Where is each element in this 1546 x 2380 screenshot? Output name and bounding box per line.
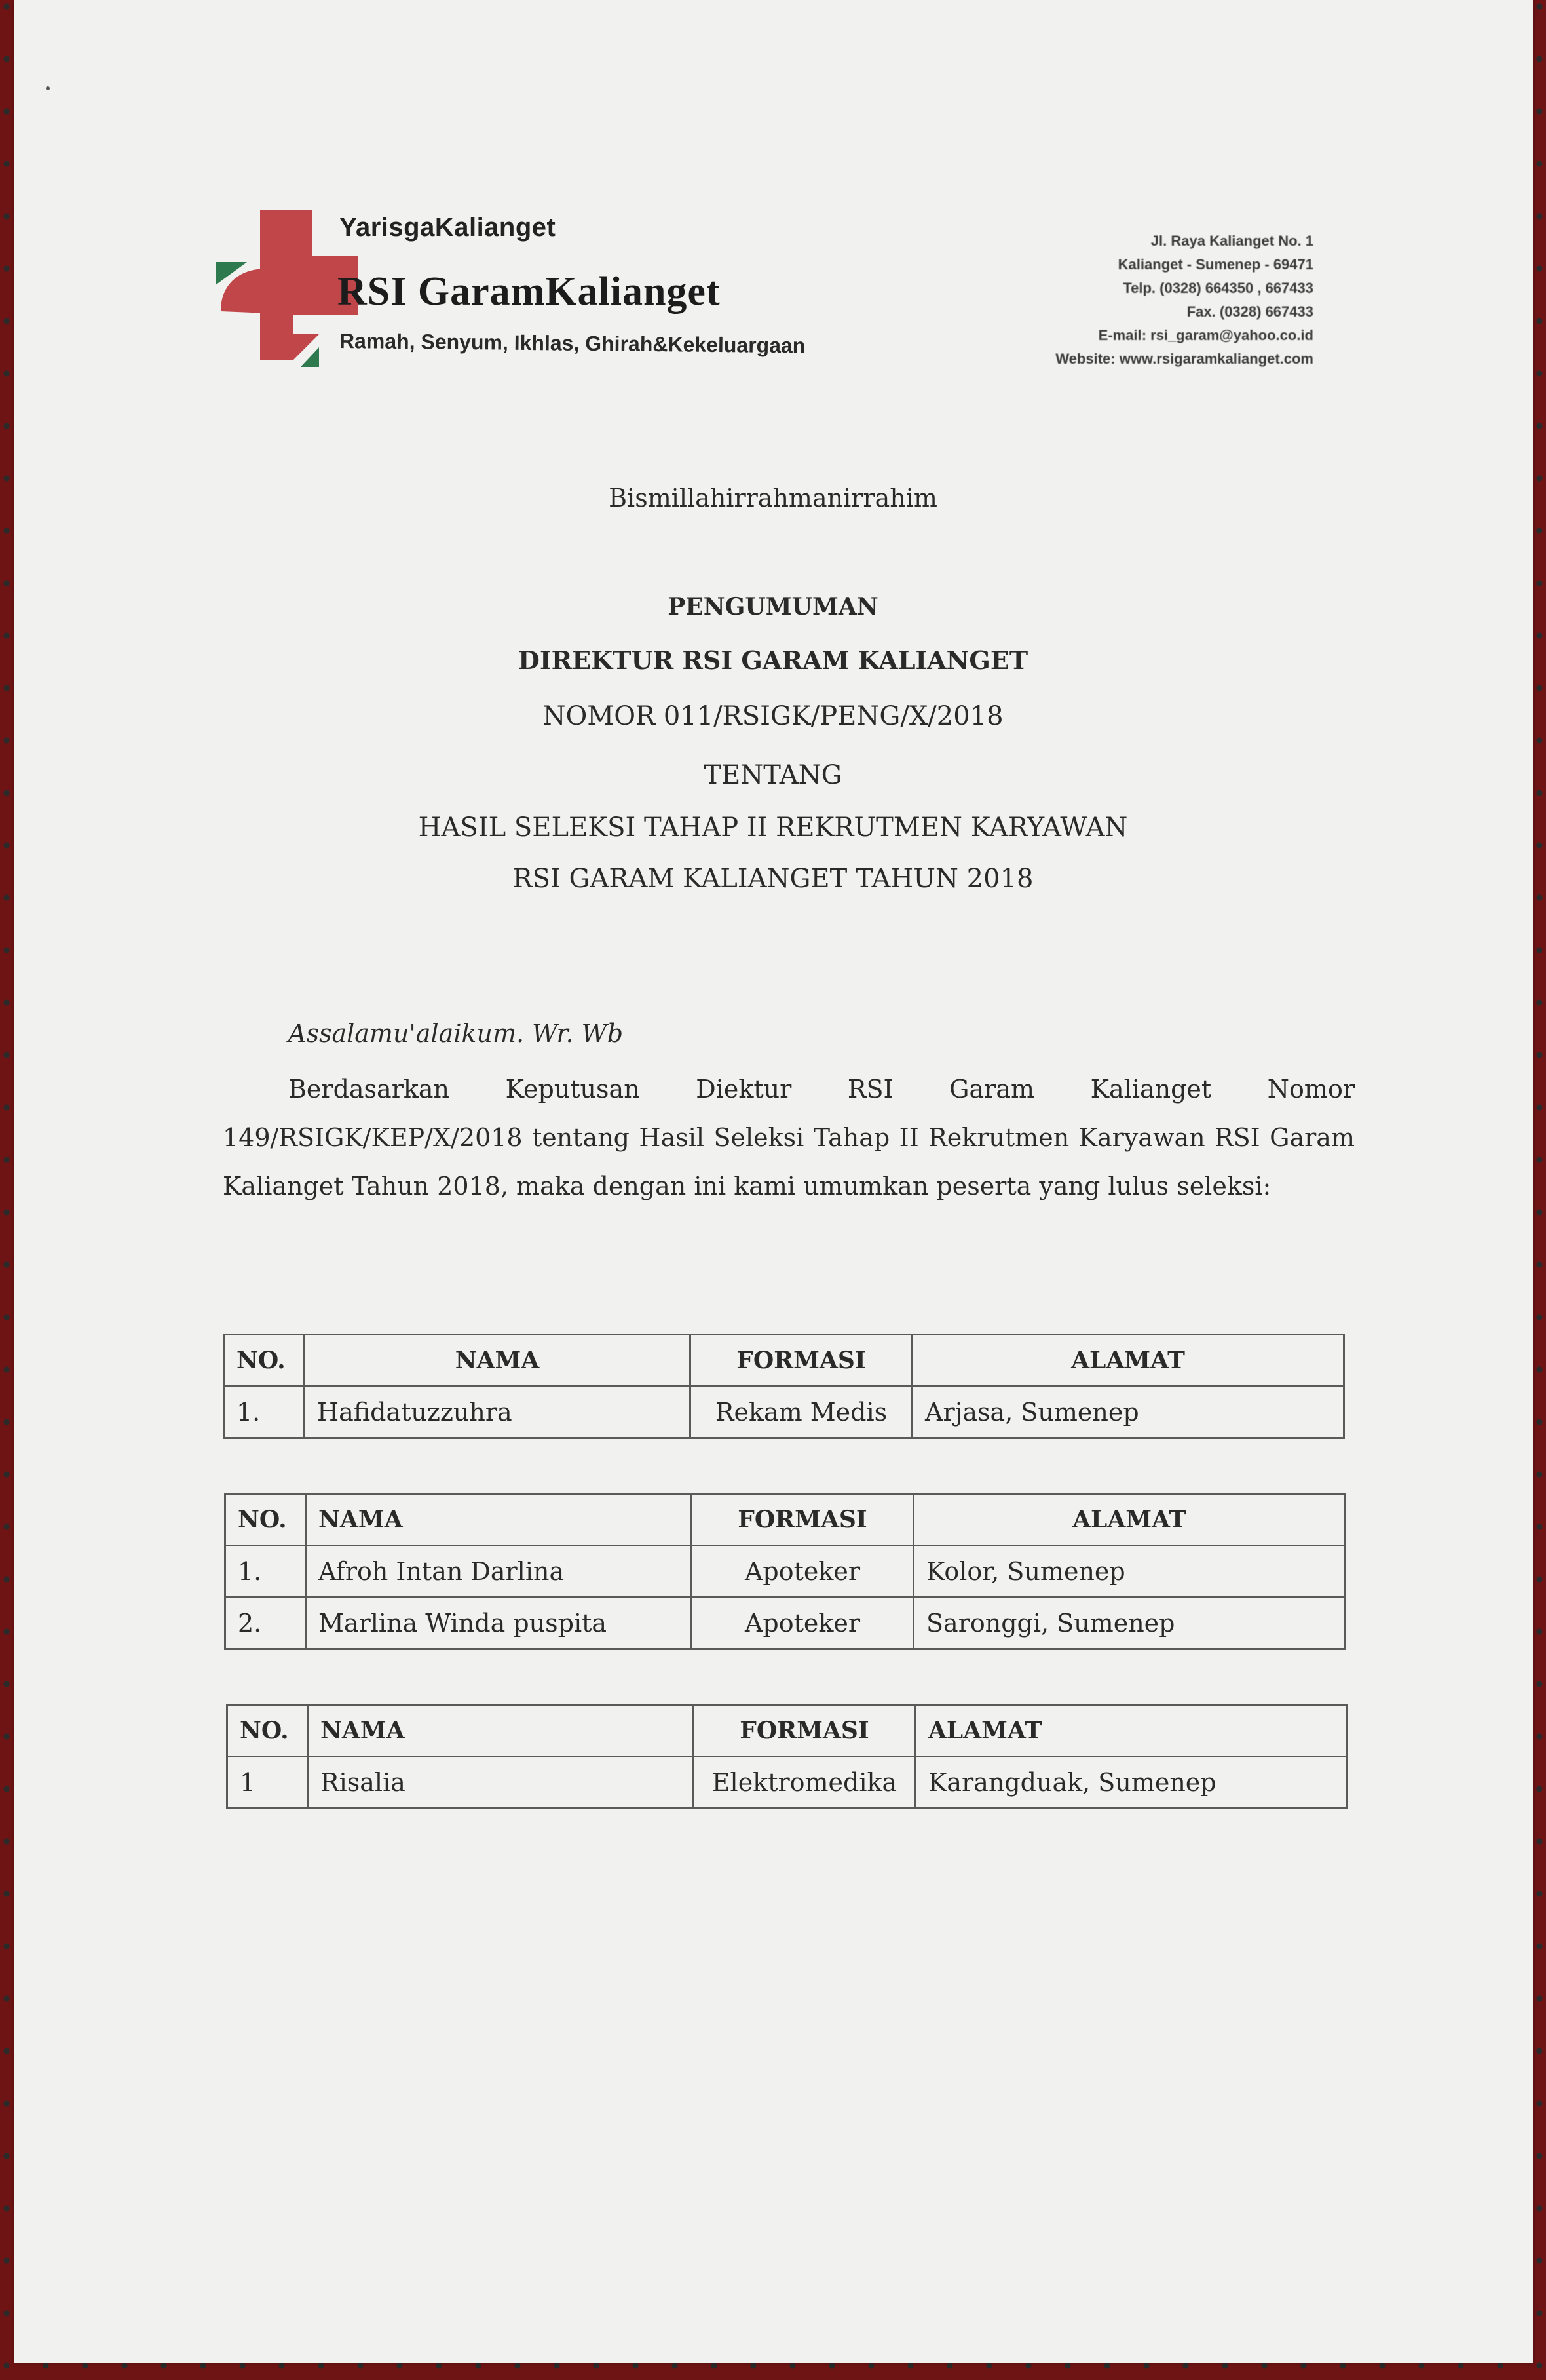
- cell-nama: Afroh Intan Darlina: [306, 1546, 692, 1598]
- header-nama: NAMA: [305, 1335, 690, 1387]
- table-row: [225, 1546, 1346, 1598]
- issuer-title: DIREKTUR RSI GARAM KALIANGET: [518, 645, 1028, 675]
- cell-no: 2.: [225, 1598, 306, 1649]
- document-number: NOMOR 011/RSIGK/PENG/X/2018: [542, 701, 1004, 731]
- table-row: [224, 1387, 1344, 1438]
- table-row: [225, 1598, 1346, 1649]
- cell-nama: Marlina Winda puspita: [306, 1598, 692, 1649]
- paper-speck: [46, 86, 50, 90]
- cell-formasi: Apoteker: [692, 1546, 914, 1598]
- greeting: Assalamu'alaikum. Wr. Wb: [288, 1019, 624, 1048]
- about-label: TENTANG: [704, 760, 842, 790]
- cell-formasi: Apoteker: [692, 1598, 914, 1649]
- results-table-apoteker: [224, 1493, 1346, 1650]
- phone-line: Telp. (0328) 664350 , 667433: [1123, 280, 1313, 296]
- table-row: [227, 1757, 1348, 1809]
- hospital-tagline: Ramah, Senyum, Ikhlas, Ghirah&Kekeluargaan: [339, 329, 806, 358]
- cell-alamat: Saronggi, Sumenep: [914, 1598, 1346, 1649]
- cell-no: 1.: [224, 1387, 305, 1438]
- header-alamat: ALAMAT: [916, 1705, 1348, 1757]
- cell-alamat: Arjasa, Sumenep: [913, 1387, 1344, 1438]
- header-no: NO.: [225, 1494, 306, 1546]
- results-table-rekam-medis: [223, 1334, 1345, 1439]
- announcement-title: PENGUMUMAN: [668, 593, 878, 621]
- header-no: NO.: [227, 1705, 308, 1757]
- header-nama: NAMA: [306, 1494, 692, 1546]
- subject-line-1: HASIL SELEKSI TAHAP II REKRUTMEN KARYAWAN: [418, 813, 1128, 843]
- cell-formasi: Elektromedika: [694, 1757, 916, 1809]
- header-alamat: ALAMAT: [913, 1335, 1344, 1387]
- contact-block: [1055, 229, 1313, 371]
- subject-line-2: RSI GARAM KALIANGET TAHUN 2018: [512, 864, 1034, 894]
- website-line: Website: www.rsigaramkalianget.com: [1055, 351, 1313, 367]
- cell-no: 1: [227, 1757, 308, 1809]
- header-no: NO.: [224, 1335, 305, 1387]
- cell-no: 1.: [225, 1546, 306, 1598]
- hospital-name: RSI GaramKalianget: [337, 269, 721, 314]
- red-cross-crescent-logo-icon: [208, 197, 358, 367]
- city-line: Kalianget - Sumenep - 69471: [1118, 256, 1313, 273]
- header-alamat: ALAMAT: [914, 1494, 1346, 1546]
- body-paragraph: Berdasarkan Keputusan Diektur RSI Garam Kalianget Nomor 149/RSIGK/KEP/X/2018 tentang Hasil Seleksi Tahap II Rekrutmen Karyawan RSI Garam Kalianget Tahun 2018, maka dengan ini kami umumkan peserta yang lulus seleksi:: [223, 1075, 1355, 1200]
- header-formasi: FORMASI: [690, 1335, 913, 1387]
- header-nama: NAMA: [308, 1705, 694, 1757]
- cell-nama: Hafidatuzzuhra: [305, 1387, 690, 1438]
- email-line: E-mail: rsi_garam@yahoo.co.id: [1098, 327, 1313, 343]
- cell-alamat: Kolor, Sumenep: [914, 1546, 1346, 1598]
- results-table-elektromedika: [226, 1704, 1348, 1809]
- fax-line: Fax. (0328) 667433: [1186, 303, 1313, 320]
- header-formasi: FORMASI: [694, 1705, 916, 1757]
- header-formasi: FORMASI: [692, 1494, 914, 1546]
- table-header-row: [227, 1705, 1348, 1757]
- table-header-row: [225, 1494, 1346, 1546]
- cell-nama: Risalia: [308, 1757, 694, 1809]
- address-line: Jl. Raya Kalianget No. 1: [1150, 233, 1313, 249]
- opening-basmala: Bismillahirrahmanirrahim: [609, 484, 937, 512]
- cell-alamat: Karangduak, Sumenep: [916, 1757, 1348, 1809]
- cell-formasi: Rekam Medis: [690, 1387, 913, 1438]
- foundation-name: YarisgaKalianget: [339, 213, 556, 242]
- table-header-row: [224, 1335, 1344, 1387]
